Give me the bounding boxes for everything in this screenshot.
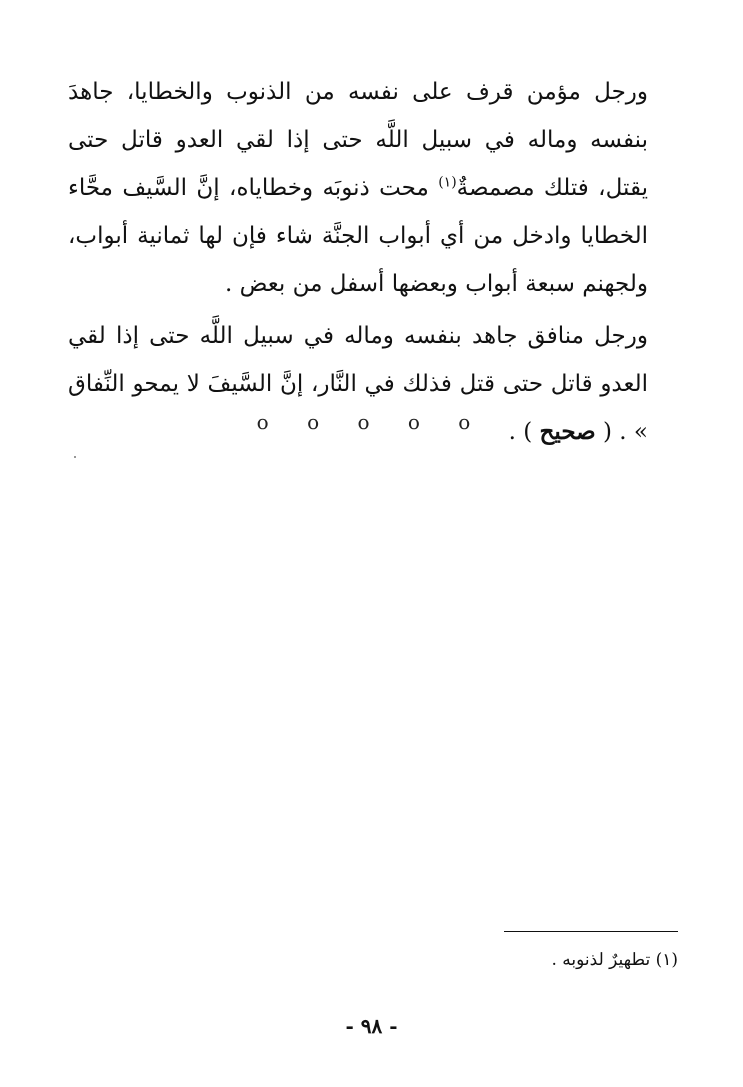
main-text <box>68 68 648 456</box>
paragraph-2-end: ) . <box>508 419 540 445</box>
paragraph-1-rest: محت ذنوبَه وخطاياه، إنَّ السَّيف محَّاء الخطايا وادخل من أي أبواب الجنَّة شاء فإن لها ثمانية أبواب، ولجهنم سبعة أبواب وبعضها أسفل من بعض . <box>68 175 648 297</box>
paragraph-2 <box>68 312 648 456</box>
page-number: - ٩٨ - <box>345 1014 398 1038</box>
paragraph-1-text: ورجل مؤمن قرف على نفسه من الذنوب والخطايا، جاهدَ بنفسه وماله في سبيل اللَّه حتى إذا لقي العدو قاتل حتى يقتل، فتلك مصمصةٌ <box>68 79 648 201</box>
section-separator: o o o o o <box>256 410 487 434</box>
paragraph-1 <box>68 68 648 308</box>
footnote-marker: (١) <box>438 174 457 191</box>
hadith-grade: صحيح <box>539 418 596 445</box>
paragraph-2-text: ورجل منافق جاهد بنفسه وماله في سبيل اللَّه حتى إذا لقي العدو قاتل حتى قتل فذلك في النَّار، إنَّ السَّيفَ لا يمحو النِّفاق » . ( <box>68 323 648 445</box>
footnote-divider <box>504 931 678 932</box>
scan-speck <box>74 456 76 458</box>
footnote: (١) تطهيرٌ لذنوبه . <box>551 950 678 970</box>
